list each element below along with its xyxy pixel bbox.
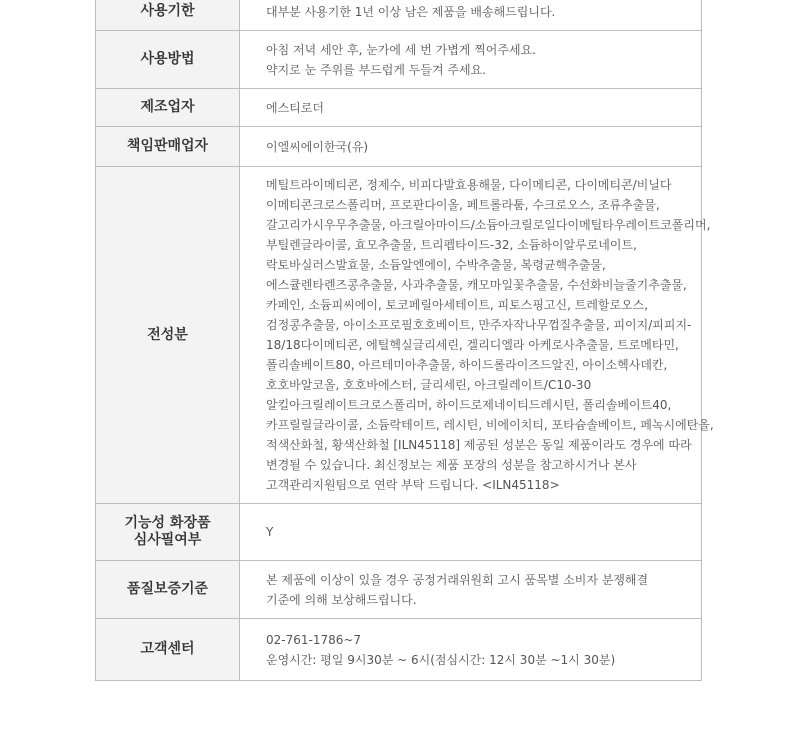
value-customer-center	[240, 619, 702, 681]
row-usage	[96, 31, 702, 89]
value-functional-cosmetic	[240, 504, 702, 561]
value-line: 대부분 사용기한 1년 이상 남은 제품을 배송해드립니다.	[266, 4, 556, 19]
value-line: 18/18다이메티콘, 에틸헥실글리세린, 겔리디엘라 아케로사추출물, 트로메타민,	[266, 338, 679, 352]
label-quality-standard: 품질보증기준	[96, 561, 240, 619]
label-line: 기능성 화장품	[124, 515, 211, 531]
value-line: 변경될 수 있습니다. 최신정보는 제품 포장의 성분을 참고하시거나 본사	[266, 458, 637, 472]
row-expiration	[96, 0, 702, 31]
row-responsible-seller	[96, 127, 702, 167]
label-customer-center: 고객센터	[96, 619, 240, 681]
value-quality-standard	[240, 561, 702, 619]
value-line: Y	[266, 525, 274, 539]
value-line: 아침 저녁 세안 후, 눈가에 세 번 가볍게 찍어주세요.	[266, 42, 536, 57]
product-info-table	[95, 0, 714, 681]
value-line: 이메티콘크로스폴리머, 프로판다이올, 페트롤라툼, 수크로오스, 조류추출물,	[266, 198, 660, 212]
value-line: 에스티로더	[266, 100, 324, 115]
row-quality-standard	[96, 561, 702, 619]
value-usage	[240, 31, 702, 89]
value-line: 고객관리지원팀으로 연락 부탁 드립니다. <ILN45118>	[266, 478, 560, 492]
value-line: 카페인, 소듐피씨에이, 토코페릴아세테이트, 피토스핑고신, 트레할로오스,	[266, 298, 649, 312]
value-line: 본 제품에 이상이 있을 경우 공정거래위원회 고시 품목별 소비자 분쟁해결	[266, 572, 649, 587]
phone-number: 02-761-1786~7	[266, 632, 362, 647]
value-manufacturer	[240, 89, 702, 127]
label-functional-cosmetic	[96, 504, 240, 561]
row-functional-cosmetic	[96, 504, 702, 561]
label-responsible-seller: 책임판매업자	[96, 127, 240, 167]
value-line: 갈고리가시우무추출물, 아크릴아마이드/소듐아크릴로일다이메틸타우레이트코폴리머,	[266, 218, 711, 232]
label-line: 심사필여부	[133, 532, 202, 548]
row-manufacturer	[96, 89, 702, 127]
label-manufacturer: 제조업자	[96, 89, 240, 127]
label-usage: 사용방법	[96, 31, 240, 89]
value-expiration	[240, 0, 702, 31]
value-ingredients	[240, 167, 714, 504]
value-line: 메틸트라이메티콘, 정제수, 비피다발효용해물, 다이메티콘, 다이메티콘/비닐다	[266, 178, 672, 192]
value-responsible-seller	[240, 127, 702, 167]
row-ingredients	[96, 167, 702, 504]
row-customer-center	[96, 619, 702, 681]
value-line: 알킬아크릴레이트크로스폴리머, 하이드로제네이티드레시틴, 폴리솔베이트40,	[266, 398, 672, 412]
value-line: 검정콩추출물, 아이소프로필호호베이트, 만주자작나무껍질추출물, 피이지/피피지-	[266, 318, 692, 332]
operating-hours: 운영시간: 평일 9시30분 ~ 6시(점심시간: 12시 30분 ~1시 30분)	[266, 652, 616, 667]
value-line: 폴리솔베이트80, 아르테미아추출물, 하이드롤라이즈드알진, 아이소헥사데칸,	[266, 358, 668, 372]
value-line: 이엘씨에이한국(유)	[266, 139, 369, 154]
value-line: 카프릴릴글라이콜, 소듐락테이트, 레시틴, 비에이치티, 포타슘솔베이트, 페녹시에탄올,	[266, 418, 714, 432]
value-line: 적색산화철, 황색산화철 [ILN45118] 제공된 성분은 동일 제품이라도 경우에 따라	[266, 438, 692, 452]
value-line: 호호바알코올, 호호바에스터, 글리세린, 아크릴레이트/C10-30	[266, 378, 592, 392]
value-line: 부틸렌글라이콜, 효모추출물, 트리펩타이드-32, 소듐하이알루로네이트,	[266, 238, 637, 252]
value-line: 락토바실러스발효물, 소듐알엔에이, 수박추출물, 복령균핵추출물,	[266, 258, 606, 272]
value-line: 에스큘렌타렌즈콩추출물, 사과추출물, 캐모마일꽃추출물, 수선화비늘줄기추출물,	[266, 278, 687, 292]
value-line: 약지로 눈 주위를 부드럽게 두들겨 주세요.	[266, 62, 486, 77]
label-ingredients: 전성분	[96, 167, 240, 504]
label-expiration: 사용기한	[96, 0, 240, 31]
value-line: 기준에 의해 보상해드립니다.	[266, 592, 417, 607]
